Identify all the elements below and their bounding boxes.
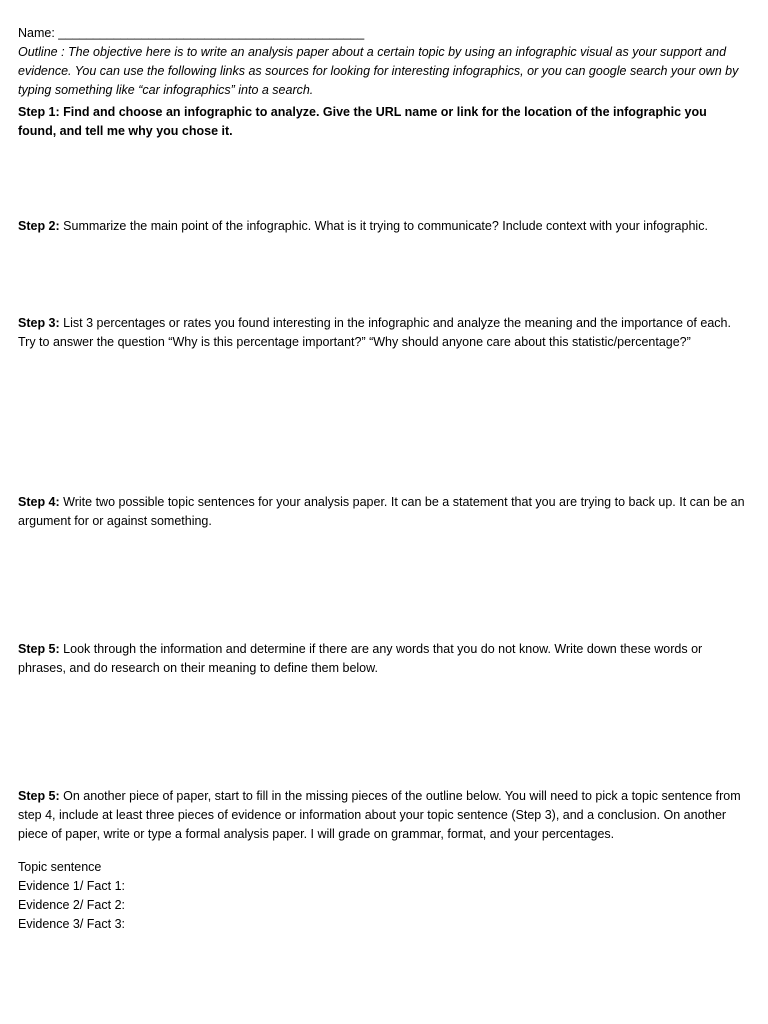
step-4-label: Step 4: xyxy=(18,495,60,509)
step-1 xyxy=(18,103,748,141)
outline-evidence-3: Evidence 3/ Fact 3: xyxy=(18,917,126,931)
outline-topic-sentence: Topic sentence xyxy=(18,860,102,874)
step-3-label: Step 3: xyxy=(18,316,60,330)
name-field-label: Name: ____________________________________________ xyxy=(18,26,365,40)
step-1-label: Step 1: xyxy=(18,105,60,119)
outline-list xyxy=(18,858,418,934)
step-5a-label: Step 5: xyxy=(18,642,60,656)
step-5-outline xyxy=(18,787,748,844)
step-4-text: Write two possible topic sentences for your analysis paper. It can be a statement that you are trying to back up. It can be an argument for or against something. xyxy=(18,495,745,528)
outline-instructions: Outline : The objective here is to write an analysis paper about a certain topic by using an infographic visual as your support and evidence. You can use the following links as sources for looking for interesting infographics, or you can google search your own by typing something like “car infographics” into a search. xyxy=(18,45,739,97)
step-1-text: Find and choose an infographic to analyze. Give the URL name or link for the location of the infographic you found, and tell me why you chose it. xyxy=(18,105,707,138)
step-5b-text: On another piece of paper, start to fill in the missing pieces of the outline below. You will need to pick a topic sentence from step 4, include at least three pieces of evidence or information about your topic sentence (Step 3), and a conclusion. On another piece of paper, write or type a formal analysis paper. I will grade on grammar, format, and your percentages. xyxy=(18,789,741,841)
step-5-vocabulary xyxy=(18,640,748,678)
worksheet-header xyxy=(18,24,748,100)
step-5a-text: Look through the information and determine if there are any words that you do not know. Write down these words or phrases, and do research on their meaning to define them below. xyxy=(18,642,703,675)
outline-evidence-2: Evidence 2/ Fact 2: xyxy=(18,898,126,912)
step-4 xyxy=(18,493,748,531)
step-3-text: List 3 percentages or rates you found interesting in the infographic and analyze the meaning and the importance of each. Try to answer the question “Why is this percentage important?” “Why should anyone care about this statistic/percentage?” xyxy=(18,316,731,349)
step-3 xyxy=(18,314,748,352)
step-2 xyxy=(18,217,748,236)
step-2-label: Step 2: xyxy=(18,219,60,233)
step-2-text: Summarize the main point of the infographic. What is it trying to communicate? Include context with your infographic. xyxy=(59,219,708,233)
step-5b-label: Step 5: xyxy=(18,789,60,803)
outline-evidence-1: Evidence 1/ Fact 1: xyxy=(18,879,126,893)
